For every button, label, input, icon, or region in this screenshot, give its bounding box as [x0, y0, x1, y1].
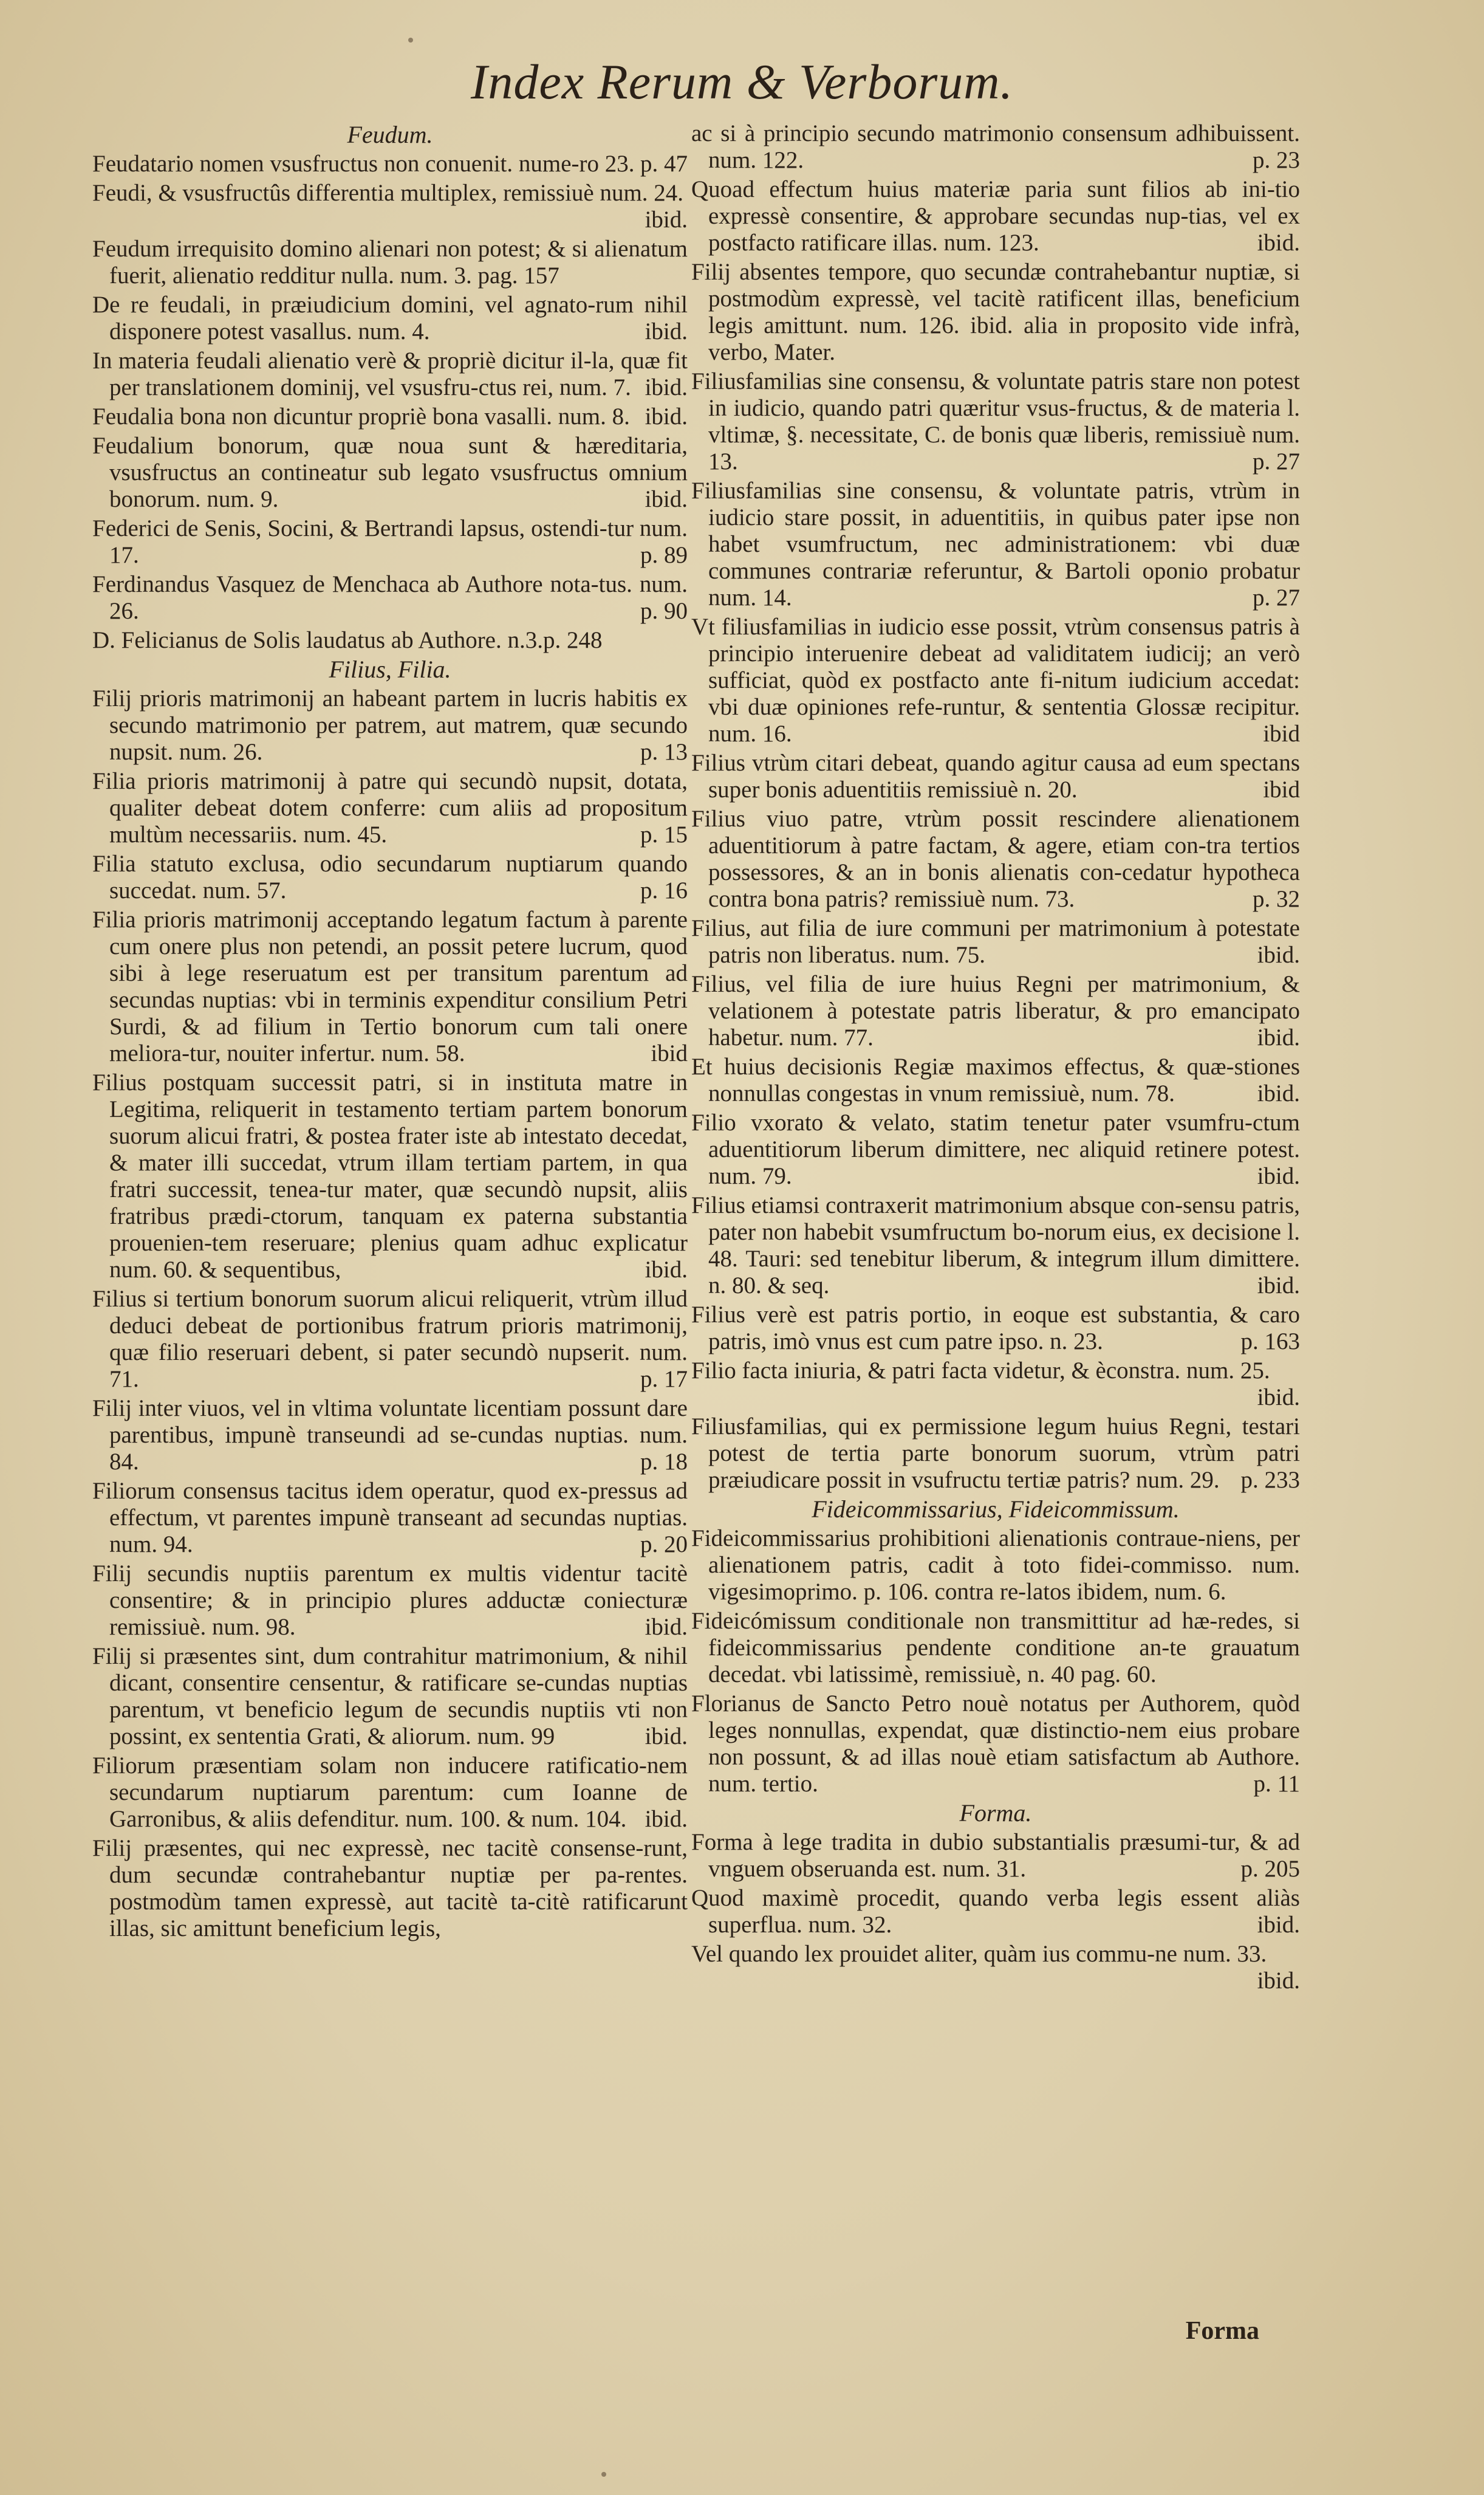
index-entry: [92, 1478, 688, 1558]
entry-text: De re feudali, in præiudicium domini, vel agnato-rum nihil disponere potest vasallus. num. 4.: [92, 292, 688, 345]
entry-text: Filij si præsentes sint, dum contrahitur matrimonium, & nihil dicant, consentire censentur, & ratificare se-cundas nuptias parentum, vt beneficio legum de secundis nuptiis vti non possint, ex sententia Grati, & aliorum. num. 99: [92, 1643, 688, 1749]
index-entry: [691, 806, 1300, 913]
catchword: Forma: [1185, 2317, 1259, 2345]
page-reference: ibid.: [1257, 942, 1300, 968]
entry-text: Feudum irrequisito domino alienari non potest; & si alienatum fuerit, alienatio redditur nulla. num. 3. pag. 157: [92, 236, 688, 289]
page-reference: ibid: [1263, 777, 1300, 803]
entry-text: Filia prioris matrimonij acceptando legatum factum à parente cum onere plus non petendi, an possit petere lucrum, quod sibi à lege reseruatum est per transitum parentum ad secundas nuptias: vbi in terminis expenditur consilium Petri Surdi, & ad filium in Tertio bonorum cum tali onere meliora-tur, nouiter infertur. num. 58.: [92, 907, 688, 1066]
index-entry: [92, 685, 688, 766]
entry-text: Vt filiusfamilias in iudicio esse possit, vtrùm consensus patris à principio interuenire debeat ad validitatem iudicij; an verò sufficiat, quòd ex postfacto ante fi-nitum iudicium accedat: vbi duæ opiniones refe-runtur, & sententia Glossæ recipitur. num. 16.: [691, 614, 1300, 747]
entry-text: Filius verè est patris portio, in eoque est substantia, & caro patris, imò vnus est cum patre ipso. n. 23.: [691, 1302, 1300, 1354]
right-column: [691, 120, 1300, 1997]
page-reference: ibid.: [645, 486, 688, 512]
index-entry: [92, 348, 688, 401]
page-reference: ibid.: [645, 1723, 688, 1749]
entry-text: Feudalia bona non dicuntur propriè bona vasalli. num. 8.: [92, 403, 630, 430]
entry-text: Filij inter viuos, vel in vltima voluntate licentiam possunt dare parentibus, impunè transeundi ad se-cundas nuptias. num. 84.: [92, 1395, 688, 1475]
index-entry: [691, 1357, 1300, 1411]
ink-speck: [408, 38, 413, 43]
index-entry: [92, 907, 688, 1067]
page-reference: ibid.: [1257, 1968, 1300, 1994]
section-heading: Feudum.: [347, 121, 433, 148]
page-reference: ibid.: [1257, 1272, 1300, 1299]
entry-text: Quoad effectum huius materiæ paria sunt filios ab ini-tio expressè consentire, & approbare secundas nup-tias, vel ex postfacto ratificare illas. num. 123.: [691, 176, 1300, 256]
page-reference: ibid.: [1257, 230, 1300, 256]
entry-text: Feudi, & vsusfructûs differentia multiplex, remissiuè num. 24.: [92, 180, 684, 206]
section-heading: Fideicommissarius, Fideicommissum.: [812, 1495, 1180, 1523]
entry-text: Vel quando lex prouidet aliter, quàm ius commu-ne num. 33.: [691, 1941, 1267, 1967]
page-reference: ibid.: [1257, 1912, 1300, 1938]
entry-text: Quod maximè procedit, quando verba legis essent aliàs superflua. num. 32.: [691, 1885, 1300, 1938]
entry-text: Et huius decisionis Regiæ maximos effectus, & quæ-stiones nonnullas congestas in vnum remissiuè, num. 78.: [691, 1054, 1300, 1107]
entry-text: Filiorum præsentiam solam non inducere ratificatio-nem secundarum nuptiarum parentum: cum Ioanne de Garronibus, & aliis defenditur. num. 100. & num. 104.: [92, 1752, 688, 1832]
entry-text: Feudatario nomen vsusfructus non conuenit. nume-ro 23.: [92, 151, 635, 177]
page-reference: ibid.: [1257, 1384, 1300, 1410]
entry-text: Filius, vel filia de iure huius Regni per matrimonium, & velationem à potestate patris liberatur, & pro emancipato habetur. num. 77.: [691, 971, 1300, 1051]
index-entry: [691, 971, 1300, 1051]
entry-text: Filij prioris matrimonij an habeant partem in lucris habitis ex secundo matrimonio per patrem, aut matrem, quæ secundo nupsit. num. 26.: [92, 685, 688, 765]
entry-text: Filio facta iniuria, & patri facta videtur, & èconstra. num. 25.: [691, 1357, 1270, 1384]
entry-text: Filius postquam successit patri, si in instituta matre in Legitima, reliquerit in testamento tertiam partem bonorum suorum alicui fratri, & postea frater iste ab intestato decedat, & mater illi succedat, vtrum illam tertiam partem, in qua fratri successit, tenea-tur mater, quæ secundò nupsit, aliis fratribus prædi-ctorum, tanquam ex paterna substantia prouenien-tem reseruare; plenius quam adhuc explicatur num. 60. & sequentibus,: [92, 1069, 688, 1283]
page-reference: p. 13: [640, 739, 688, 765]
index-entry: [92, 1643, 688, 1750]
page-reference: p. 23: [1253, 147, 1300, 173]
index-entry: [691, 1941, 1300, 1994]
index-entry: [92, 1752, 688, 1833]
index-entry: [691, 1054, 1300, 1107]
left-column: [92, 120, 688, 1944]
entry-text: Filiorum consensus tacitus idem operatur, quod ex-pressus ad effectum, vt parentes impunè transeant ad secundas nuptias. num. 94.: [92, 1478, 688, 1557]
page-reference: p. 47: [640, 151, 688, 177]
page-reference: ibid: [1263, 721, 1300, 747]
index-entry: [92, 151, 688, 177]
page-reference: p. 163: [1240, 1328, 1300, 1354]
page-reference: ibid.: [645, 1257, 688, 1283]
page-reference: ibid.: [645, 318, 688, 345]
index-entry: [691, 1829, 1300, 1882]
page-reference: p. 11: [1253, 1771, 1300, 1797]
index-entry: [92, 292, 688, 345]
index-entry: [691, 120, 1300, 174]
page-reference: p. 233: [1240, 1467, 1300, 1493]
entry-text: Filius vtrùm citari debeat, quando agitur causa ad eum spectans super bonis aduentitiis remissiuè n. 20.: [691, 750, 1300, 803]
page-reference: p. 17: [640, 1366, 688, 1392]
page-reference: p. 16: [640, 877, 688, 904]
page-reference: p. 20: [640, 1531, 688, 1557]
page-reference: p. 27: [1253, 585, 1300, 611]
entry-text: Filius viuo patre, vtrùm possit rescindere alienationem aduentitiorum à patre factam, & agere, etiam con-tra tertios possessores, & an in bonis alienatis con-cedatur hypotheca contra bona patris? remissiuè num. 73.: [691, 806, 1300, 912]
entry-text: Filius etiamsi contraxerit matrimonium absque con-sensu patris, pater non habebit vsumfructum bo-norum eius, ex decisione l. 48. Tauri: sed tenebitur liberum, & integrum illum dimittere. n. 80. & seq.: [691, 1192, 1300, 1299]
index-entry: [691, 1110, 1300, 1190]
entry-text: ac si à principio secundo matrimonio consensum adhibuissent. num. 122.: [691, 120, 1300, 173]
entry-text: Filio vxorato & velato, statim tenetur pater vsumfru-ctum aduentitiorum liberum dimittere, nec aliquid retinere potest. num. 79.: [691, 1110, 1300, 1189]
entry-text: Filij absentes tempore, quo secundæ contrahebantur nuptiæ, si postmodùm expressè, vel tacitè ratificent illas, beneficium legis amittunt. num. 126. ibid. alia in proposito vide infrà, verbo, Mater.: [691, 259, 1300, 365]
entry-text: Forma à lege tradita in dubio substantialis præsumi-tur, & ad vnguem obseruanda est. num. 31.: [691, 1829, 1300, 1882]
entry-text: Filiusfamilias sine consensu, & voluntate patris, vtrùm in iudicio stare possit, in aduentitiis, in quibus pater ipse non habet vsumfructum, nec administrationem: vbi duæ communes contrariæ referuntur, & Bartoli oponio probatur num. 14.: [691, 478, 1300, 611]
ink-speck: [601, 2472, 606, 2477]
entry-text: Florianus de Sancto Petro nouè notatus per Authorem, quòd leges nonnullas, expendat, quæ distinctio-nem eius probare non possunt, & ad illas nouè etiam satisfactum ab Authore. num. tertio.: [691, 1690, 1300, 1797]
page-reference: ibid.: [645, 1806, 688, 1832]
entry-text: Ferdinandus Vasquez de Menchaca ab Authore nota-tus. num. 26.: [92, 571, 688, 624]
index-entry: [691, 1302, 1300, 1355]
index-entry: [691, 1525, 1300, 1605]
index-entry: [92, 180, 688, 233]
index-entry: [92, 627, 688, 654]
page-reference: ibid.: [645, 374, 688, 400]
index-entry: [92, 1835, 688, 1942]
entry-text: Filia statuto exclusa, odio secundarum nuptiarum quando succedat. num. 57.: [92, 851, 688, 904]
page-reference: ibid.: [1257, 1163, 1300, 1189]
page-header: Index Rerum & Verborum.: [471, 54, 1013, 109]
page-reference: ibid.: [1257, 1080, 1300, 1107]
index-entry: [691, 614, 1300, 747]
section-heading: Forma.: [959, 1799, 1032, 1827]
page-reference: p. 89: [640, 542, 688, 568]
entry-text: Filius si tertium bonorum suorum alicui reliquerit, vtrùm illud deduci debeat de portionibus fratrum prioris matrimonij, quæ filio reseruari debent, si pater secundò nupserit. num. 71.: [92, 1286, 688, 1392]
page-reference: ibid.: [645, 1614, 688, 1640]
index-entry: [691, 368, 1300, 475]
entry-text: Federici de Senis, Socini, & Bertrandi lapsus, ostendi-tur num. 17.: [92, 515, 688, 568]
index-entry: [691, 1690, 1300, 1797]
index-entry: [92, 515, 688, 569]
entry-text: Filij præsentes, qui nec expressè, nec tacitè consense-runt, dum secundæ contrahebantur nuptiæ per pa-rentes. postmodùm tamen expressè, aut tacitè ta-citè ratificarunt illas, sic amittunt beneficium legis,: [92, 1835, 688, 1941]
index-entry: [92, 768, 688, 848]
entry-text: Fideicómissum conditionale non transmittitur ad hæ-redes, si fideicommissarius pendente conditione an-te grauatum decedat. vbi latissimè, remissiuè, n. 40 pag. 60.: [691, 1608, 1300, 1687]
index-entry: [92, 433, 688, 513]
entry-text: Feudalium bonorum, quæ noua sunt & hæreditaria, vsusfructus an contineatur sub legato vsusfructus omnium bonorum. num. 9.: [92, 433, 688, 512]
page-reference: p. 18: [640, 1449, 688, 1475]
page-reference: ibid: [651, 1040, 688, 1066]
index-entry: [691, 1192, 1300, 1299]
index-entry: [92, 1395, 688, 1475]
page-reference: ibid.: [645, 207, 688, 233]
index-entry: [92, 1069, 688, 1283]
page-reference: p. 205: [1240, 1856, 1300, 1882]
page-reference: p. 32: [1253, 886, 1300, 912]
entry-text: Filiusfamilias, qui ex permissione legum huius Regni, testari potest de tertia parte bonorum suorum, vtrùm patri præiudicare possit in vsufructu tertiæ patris? num. 29.: [691, 1413, 1300, 1493]
index-entry: [92, 851, 688, 904]
entry-text: Filij secundis nuptiis parentum ex multis videntur tacitè consentire; & in principio plures adductæ coniecturæ remissiuè. num. 98.: [92, 1560, 688, 1640]
page-reference: ibid.: [1257, 1024, 1300, 1051]
page-reference: ibid.: [645, 403, 688, 430]
index-entry: [691, 1413, 1300, 1494]
index-entry: [92, 571, 688, 625]
index-entry: [92, 236, 688, 289]
index-entry: [691, 259, 1300, 366]
page-reference: p. 27: [1253, 448, 1300, 475]
page-reference: p. 90: [640, 598, 688, 624]
entry-text: Fideicommissarius prohibitioni alienationis contraue-niens, per alienationem patris, cadit à toto fidei-commisso. num. vigesimoprimo. p. 106. contra re-latos ibidem, num. 6.: [691, 1525, 1300, 1605]
entry-text: Filiusfamilias sine consensu, & voluntate patris stare non potest in iudicio, quando patri quæritur vsus-fructus, & de materia l. vltimæ, §. necessitate, C. de bonis quæ liberis, remissiuè num. 13.: [691, 368, 1300, 475]
index-entry: [92, 1286, 688, 1393]
index-entry: [691, 1885, 1300, 1938]
entry-text: In materia feudali alienatio verè & propriè dicitur il-la, quæ fit per translationem dominij, vel vsusfru-ctus rei, num. 7.: [92, 348, 688, 400]
index-entry: [691, 1608, 1300, 1688]
index-entry: [92, 403, 688, 430]
page-reference: p. 15: [640, 822, 688, 848]
index-entry: [92, 1560, 688, 1641]
index-entry: [691, 915, 1300, 969]
index-entry: [691, 750, 1300, 803]
entry-text: D. Felicianus de Solis laudatus ab Authore. n.3.p. 248: [92, 627, 603, 653]
entry-text: Filia prioris matrimonij à patre qui secundò nupsit, dotata, qualiter debeat dotem conferre: cum aliis ad propositum multùm necessariis. num. 45.: [92, 768, 688, 848]
entry-text: Filius, aut filia de iure communi per matrimonium à potestate patris non liberatus. num. 75.: [691, 915, 1300, 968]
index-entry: [691, 478, 1300, 611]
index-entry: [691, 176, 1300, 256]
section-heading: Filius, Filia.: [329, 656, 451, 683]
